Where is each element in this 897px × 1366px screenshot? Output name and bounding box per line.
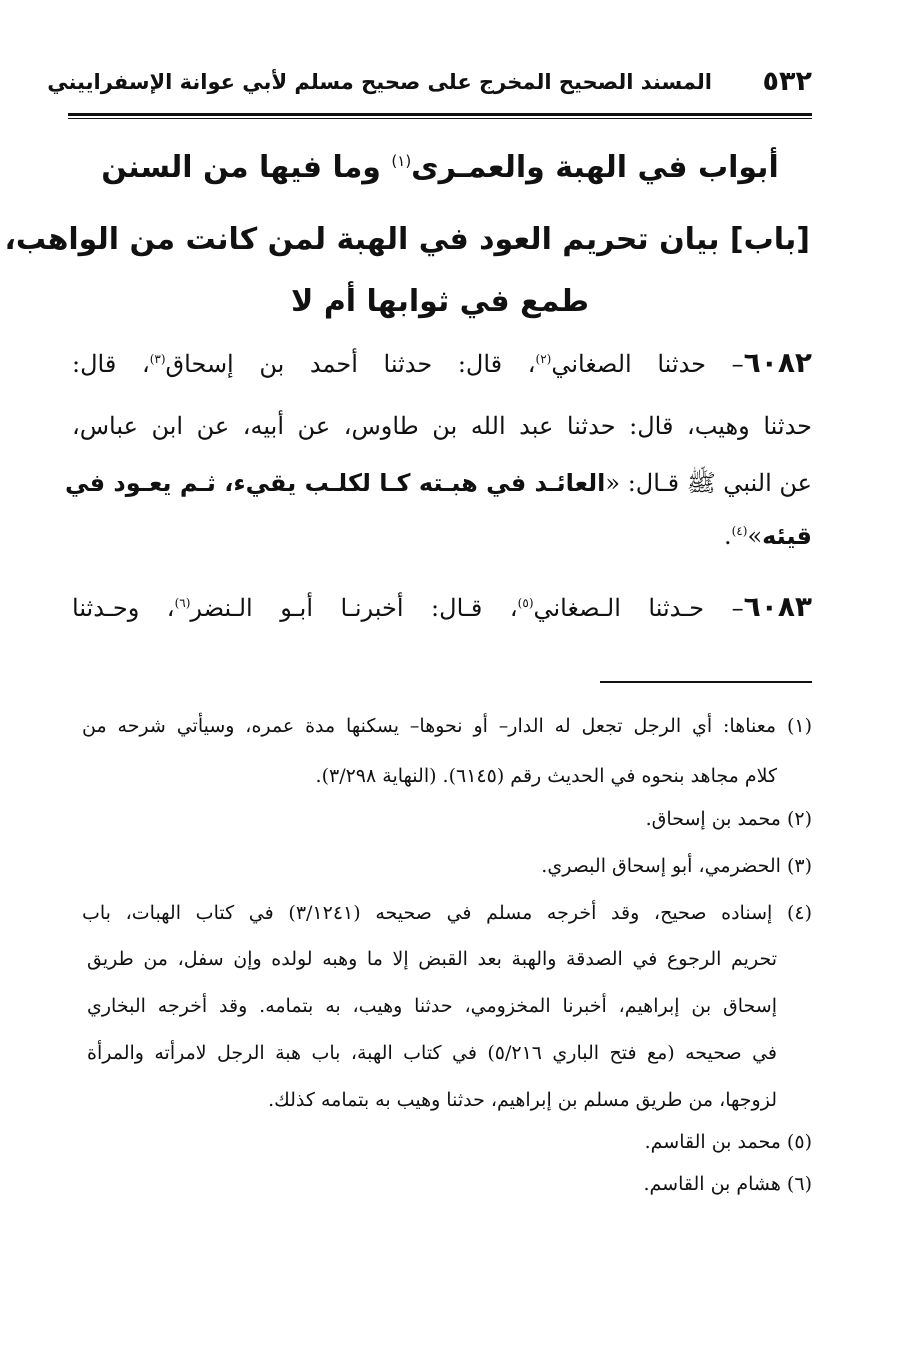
footnote-2: (٢) محمد بن إسحاق. (645, 808, 812, 830)
running-title: المسند الصحيح المخرج على صحيح مسلم لأبي عوانة الإسفراييني (47, 70, 712, 94)
hadith-6082-line-4 (72, 522, 812, 550)
prophetic-quote: قيئه (762, 522, 812, 550)
hadith-number: ٦٠٨٣ (743, 590, 813, 623)
book-title-text: أبواب في الهبة والعمـرى (411, 150, 779, 185)
header-rule-thick (68, 113, 812, 116)
footnote-6: (٦) هشام بن القاسم. (643, 1173, 812, 1195)
hadith-text: ، وحـدثنا (72, 594, 175, 622)
hadith-6083-line-1 (72, 590, 812, 623)
prophetic-quote: العائـد في هبـته كـا لكلـب يقيء، ثـم يعـود في (65, 469, 606, 497)
footnote-marker: (٦) (174, 596, 191, 610)
hadith-text: عن النبي ﷺ قـال: « (605, 469, 812, 497)
footnote-4-cont-4: لزوجها، من طريق مسلم بن إبراهيم، حدثنا وهيب به بتمامه كذلك. (268, 1089, 777, 1111)
footnote-separator (600, 681, 812, 683)
chapter-title-line-1: [باب] بيان تحريم العود في الهبة لمن كانت من الواهب، (4, 222, 810, 257)
hadith-6082-line-1 (72, 346, 812, 379)
quote-close: » (747, 522, 763, 550)
header-rule-thin (68, 118, 812, 119)
hadith-text: . (723, 522, 732, 550)
hadith-text: ، قال: (72, 350, 150, 378)
hadith-6082-line-2: حدثنا وهيب، قال: حدثنا عبد الله بن طاوس، عن أبيه، عن ابن عباس، (72, 412, 812, 440)
hadith-text: – حدثنا الصغاني (551, 350, 744, 378)
footnote-4: (٤) إسناده صحيح، وقد أخرجه مسلم في صحيحه (٣/١٢٤١) في كتاب الهبات، باب (82, 902, 812, 924)
footnote-marker: (٤) (731, 524, 748, 538)
footnote-4-cont-2: إسحاق بن إبراهيم، أخبرنا المخزومي، حدثنا وهيب، به بتمامه. وقد أخرجه البخاري (87, 995, 777, 1017)
footnote-4-cont-1: تحريم الرجوع في الصدقة والهبة بعد القبض إلا ما وهبه لولده وإن سفل، من طريق (87, 948, 777, 970)
book-title-rest: وما فيها من السنن (101, 150, 392, 185)
footnote-marker: (١) (391, 152, 412, 170)
book-title (70, 150, 810, 185)
footnote-3: (٣) الحضرمي، أبو إسحاق البصري. (541, 855, 812, 877)
chapter-title-line-2: طمع في ثوابها أم لا (291, 284, 589, 319)
footnote-marker: (٥) (517, 596, 534, 610)
footnote-5: (٥) محمد بن القاسم. (644, 1131, 812, 1153)
hadith-number: ٦٠٨٢ (743, 346, 812, 379)
hadith-text: ، قـال: أخبرنـا أبـو الـنضر (190, 594, 518, 622)
footnote-1-cont: كلام مجاهد بنحوه في الحديث رقم (٦١٤٥). (النهاية ٣/٢٩٨). (315, 765, 777, 787)
footnote-marker: (٢) (535, 352, 552, 366)
footnote-marker: (٣) (149, 352, 166, 366)
footnote-1: (١) معناها: أي الرجل تجعل له الدار– أو نحوها– يسكنها مدة عمره، وسيأتي شرحه من (82, 715, 812, 737)
running-header (47, 62, 812, 112)
hadith-text: – حـدثنا الـصغاني (533, 594, 744, 622)
hadith-text: ، قال: حدثنا أحمد بن إسحاق (165, 350, 536, 378)
page-number: ٥٣٢ (762, 66, 812, 97)
hadith-6082-line-3 (65, 468, 812, 503)
footnote-4-cont-3: في صحيحه (مع فتح الباري ٥/٢١٦) في كتاب الهبة، باب هبة الرجل لامرأته والمرأة (87, 1042, 777, 1064)
